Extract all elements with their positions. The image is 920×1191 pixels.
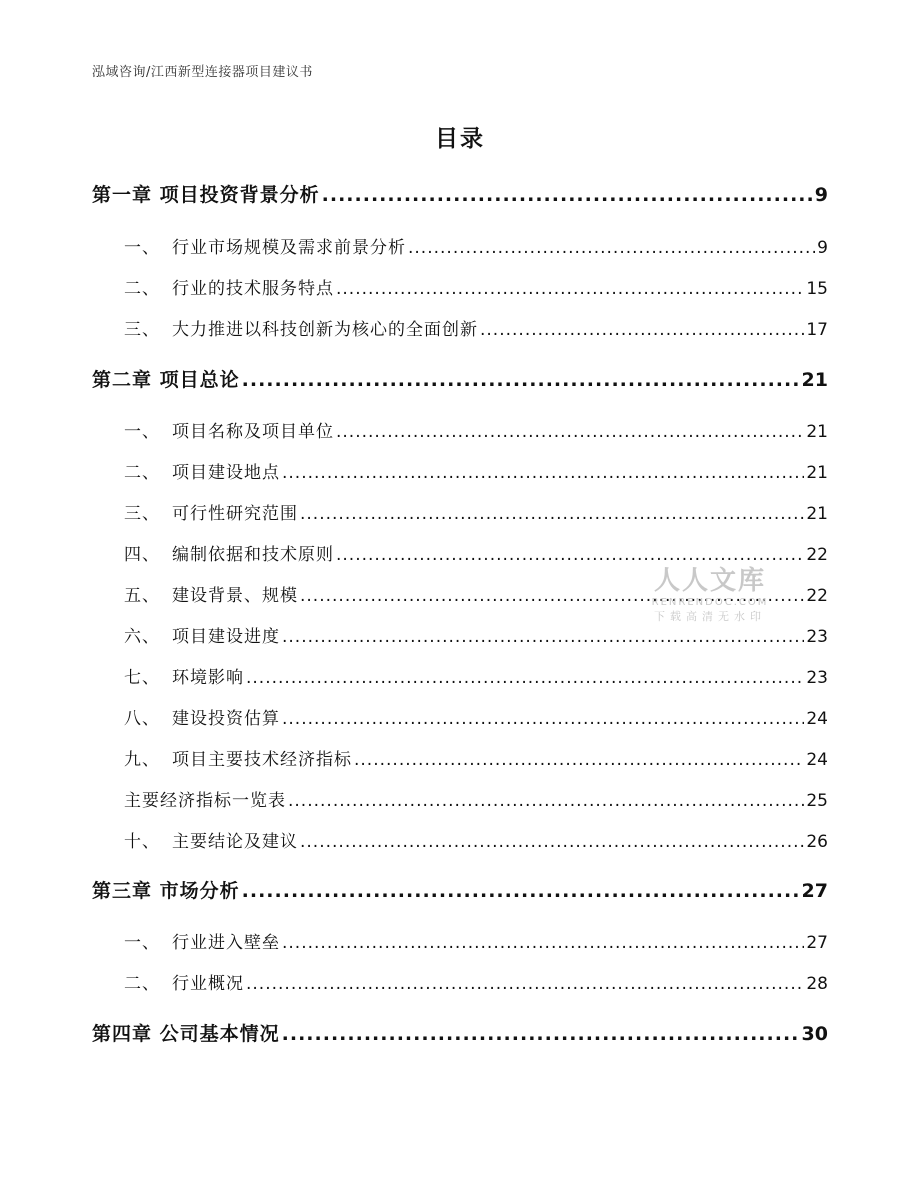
- toc-entry-title: 项目名称及项目单位: [172, 422, 334, 442]
- toc-section-entry[interactable]: [124, 747, 828, 773]
- toc-entry-number: 二、: [124, 974, 160, 994]
- toc-entry-label: [124, 971, 244, 997]
- toc-dot-leader: [288, 788, 804, 814]
- toc-entry-label: [124, 583, 298, 609]
- toc-dot-leader: [480, 317, 804, 343]
- toc-section-entry[interactable]: [124, 788, 828, 814]
- toc-entry-label: [92, 878, 240, 904]
- toc-page-number: 24: [806, 709, 828, 729]
- toc-section-entry[interactable]: [124, 542, 828, 568]
- toc-entry-number: 五、: [124, 586, 160, 606]
- toc-dot-leader: [242, 367, 800, 393]
- toc-entry-number: 七、: [124, 668, 160, 688]
- toc-section-entry[interactable]: [124, 971, 828, 997]
- toc-page-number: 22: [806, 586, 828, 606]
- toc-page-number: 26: [806, 832, 828, 852]
- running-header: 泓域咨询/江西新型连接器项目建议书: [92, 65, 313, 80]
- toc-entry-label: [124, 930, 280, 956]
- toc-entry-label: [124, 788, 286, 814]
- toc-section-entry[interactable]: [124, 501, 828, 527]
- toc-page-number: 27: [806, 933, 828, 953]
- toc-entry-title: 行业概况: [172, 974, 244, 994]
- toc-entry-label: [124, 460, 280, 486]
- toc-entry-label: [124, 706, 280, 732]
- toc-chapter-entry[interactable]: [92, 367, 828, 393]
- toc-entry-number: 第三章: [92, 880, 153, 902]
- toc-dot-leader: [408, 235, 815, 261]
- toc-entry-title: 主要结论及建议: [172, 832, 298, 852]
- toc-chapter-entry[interactable]: [92, 182, 828, 208]
- toc-page-number: 23: [806, 668, 828, 688]
- toc-page-number: 25: [806, 791, 828, 811]
- toc-entry-label: [124, 501, 298, 527]
- toc-page-number: 15: [806, 279, 828, 299]
- toc-page-number: 21: [806, 463, 828, 483]
- toc-page-number: 9: [814, 184, 828, 206]
- toc-entry-title: 项目主要技术经济指标: [172, 750, 352, 770]
- toc-entry-title: 环境影响: [172, 668, 244, 688]
- toc-section-entry[interactable]: [124, 419, 828, 445]
- toc-dot-leader: [246, 971, 804, 997]
- toc-entry-number: 四、: [124, 545, 160, 565]
- toc-entry-number: 第二章: [92, 369, 153, 391]
- toc-entry-number: 三、: [124, 320, 160, 340]
- toc-page-number: 9: [817, 238, 828, 258]
- toc-page-number: 21: [806, 422, 828, 442]
- toc-dot-leader: [282, 624, 804, 650]
- toc-page-number: 30: [801, 1023, 828, 1045]
- toc-entry-label: [124, 624, 280, 650]
- toc-entry-label: [124, 665, 244, 691]
- toc-section-entry[interactable]: [124, 665, 828, 691]
- toc-entry-title: 公司基本情况: [159, 1023, 280, 1045]
- toc-entry-number: 三、: [124, 504, 160, 524]
- toc-dot-leader: [282, 706, 804, 732]
- toc-dot-leader: [282, 930, 804, 956]
- toc-dot-leader: [300, 829, 804, 855]
- toc-entry-number: 六、: [124, 627, 160, 647]
- toc-page-number: 23: [806, 627, 828, 647]
- toc-entry-label: [124, 317, 478, 343]
- toc-section-entry[interactable]: [124, 460, 828, 486]
- toc-entry-title: 市场分析: [159, 880, 240, 902]
- toc-dot-leader: [282, 460, 804, 486]
- toc-entry-label: [124, 419, 334, 445]
- toc-entry-title: 大力推进以科技创新为核心的全面创新: [172, 320, 478, 340]
- toc-entry-title: 行业市场规模及需求前景分析: [172, 238, 406, 258]
- toc-dot-leader: [322, 182, 813, 208]
- toc-page-number: 21: [806, 504, 828, 524]
- toc-entry-title: 项目总论: [159, 369, 240, 391]
- watermark-domain: RENRENDOC.COM: [651, 597, 769, 608]
- toc-dot-leader: [300, 583, 804, 609]
- toc-section-entry[interactable]: [124, 317, 828, 343]
- toc-page-number: 28: [806, 974, 828, 994]
- toc-entry-title: 项目建设地点: [172, 463, 280, 483]
- toc-entry-title: 行业的技术服务特点: [172, 279, 334, 299]
- toc-dot-leader: [282, 1021, 800, 1047]
- toc-entry-label: [124, 276, 334, 302]
- toc-section-entry[interactable]: [124, 276, 828, 302]
- toc-dot-leader: [246, 665, 804, 691]
- toc-page-number: 22: [806, 545, 828, 565]
- watermark-logo-text: 人人文库: [653, 566, 766, 596]
- toc-section-entry[interactable]: [124, 930, 828, 956]
- toc-section-entry[interactable]: [124, 583, 828, 609]
- watermark-tagline: 下载高清无水印: [654, 610, 766, 623]
- toc-entry-title: 项目建设进度: [172, 627, 280, 647]
- toc-entry-number: 十、: [124, 832, 160, 852]
- toc-entry-title: 建设投资估算: [172, 709, 280, 729]
- toc-entry-title: 可行性研究范围: [172, 504, 298, 524]
- toc-entry-title: 主要经济指标一览表: [124, 791, 286, 811]
- toc-page-number: 21: [801, 369, 828, 391]
- toc-entry-number: 八、: [124, 709, 160, 729]
- toc-entry-number: 第一章: [92, 184, 153, 206]
- toc-page-number: 17: [806, 320, 828, 340]
- toc-chapter-entry[interactable]: [92, 1021, 828, 1047]
- toc-entry-number: 一、: [124, 238, 160, 258]
- toc-entry-title: 行业进入壁垒: [172, 933, 280, 953]
- toc-chapter-entry[interactable]: [92, 878, 828, 904]
- toc-dot-leader: [300, 501, 804, 527]
- toc-entry-label: [92, 1021, 280, 1047]
- toc-entry-label: [124, 235, 406, 261]
- toc-dot-leader: [336, 542, 804, 568]
- toc-entry-label: [92, 182, 320, 208]
- toc-entry-label: [124, 747, 352, 773]
- toc-entry-number: 二、: [124, 279, 160, 299]
- toc-section-entry[interactable]: [124, 235, 828, 261]
- toc-section-entry[interactable]: [124, 829, 828, 855]
- toc-entry-number: 九、: [124, 750, 160, 770]
- toc-dot-leader: [336, 276, 804, 302]
- toc-page-number: 27: [801, 880, 828, 902]
- toc-entry-title: 编制依据和技术原则: [172, 545, 334, 565]
- toc-entry-title: 建设背景、规模: [172, 586, 298, 606]
- toc-entry-number: 第四章: [92, 1023, 153, 1045]
- toc-entry-title: 项目投资背景分析: [159, 184, 320, 206]
- toc-title: 目录: [435, 126, 485, 152]
- toc-entry-number: 一、: [124, 422, 160, 442]
- toc-dot-leader: [354, 747, 804, 773]
- toc-dot-leader: [242, 878, 800, 904]
- toc-entry-label: [124, 542, 334, 568]
- toc-section-entry[interactable]: [124, 624, 828, 650]
- toc-dot-leader: [336, 419, 804, 445]
- toc-entry-number: 一、: [124, 933, 160, 953]
- toc-entry-label: [92, 367, 240, 393]
- toc-entry-number: 二、: [124, 463, 160, 483]
- toc-section-entry[interactable]: [124, 706, 828, 732]
- toc-entry-label: [124, 829, 298, 855]
- toc-page-number: 24: [806, 750, 828, 770]
